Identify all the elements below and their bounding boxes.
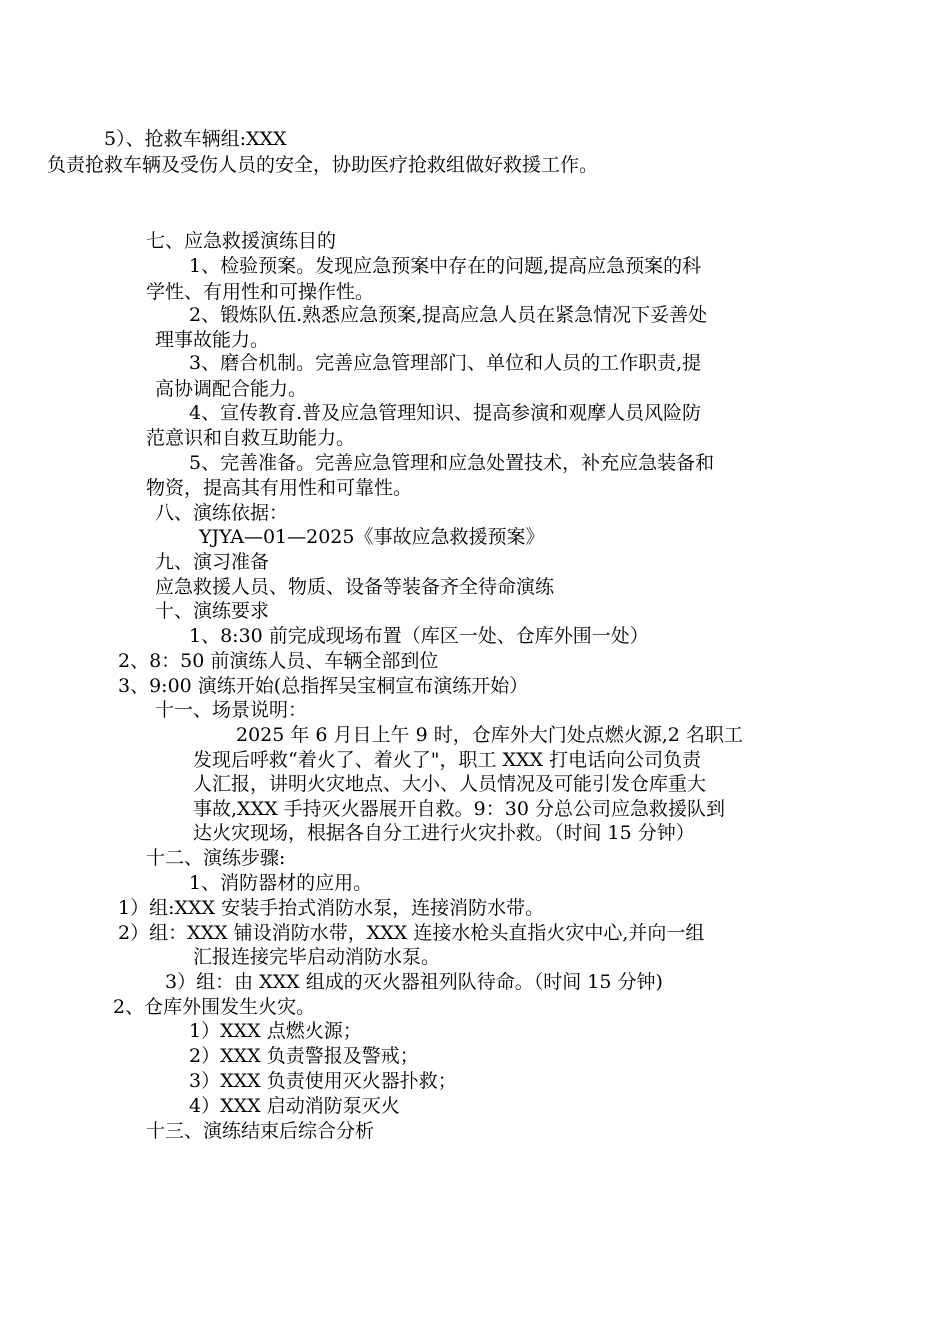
paragraph-line: 发现后呼救“着火了、着火了"，职工 XXX 打电话向公司负责 [193,749,702,771]
paragraph-line: 2、8：50 前演练人员、车辆全部到位 [118,650,439,672]
paragraph-line: 事故,XXX 手持灭火器展开自救。9：30 分总公司应急救援队到 [193,798,725,820]
paragraph-line: 1、消防器材的应用。 [189,872,373,894]
paragraph-line: 4）XXX 启动消防泵灭火 [189,1095,400,1117]
paragraph-line: 3、9:00 演练开始(总指挥吴宝桐宣布演练开始） [118,675,529,697]
paragraph-line: 人汇报，讲明火灾地点、大小、人员情况及可能引发仓库重大 [193,773,707,795]
section-heading: 九、演习准备 [155,551,270,573]
section-heading: 七、应急救援演练目的 [146,230,337,252]
paragraph-line: 1）XXX 点燃火源； [189,1020,362,1042]
paragraph-line: 应急救援人员、物质、设备等装备齐全待命演练 [155,576,555,598]
section-heading: 十一、场景说明： [155,699,308,721]
paragraph-line: 高协调配合能力。 [155,378,308,400]
paragraph-line: 2）XXX 负责警报及警戒； [189,1045,419,1067]
paragraph-line: 3）XXX 负责使用灭火器扑救； [189,1070,457,1092]
paragraph-line: 2、锻炼队伍.熟悉应急预案,提高应急人员在紧急情况下妥善处 [189,304,708,326]
section-heading: 八、演练依据： [155,502,289,524]
paragraph-line: 范意识和自救互助能力。 [146,427,356,449]
section-heading: 5）、抢救车辆组:XXX [104,128,287,150]
paragraph-line: 学性、有用性和可操作性。 [146,281,375,303]
paragraph-line: 3、磨合机制。完善应急管理部门、单位和人员的工作职责,提 [189,352,702,374]
paragraph-line: 1、检验预案。发现应急预案中存在的问题,提高应急预案的科 [189,255,702,277]
section-heading: 十三、演练结束后综合分析 [146,1120,375,1142]
paragraph-line: 理事故能力。 [155,329,270,351]
paragraph-line: 1、8:30 前完成现场布置（库区一处、仓库外围一处） [189,625,649,647]
paragraph-line: 1）组:XXX 安装手抬式消防水泵，连接消防水带。 [118,897,545,919]
paragraph-line: 2、仓库外围发生火灾。 [113,996,316,1018]
paragraph-line: YJYA—01—2025《事故应急救援预案》 [199,526,545,548]
paragraph-line: 汇报连接完毕启动消防水泵。 [193,946,441,968]
section-heading: 十、演练要求 [155,600,270,622]
paragraph-line: 2）组：XXX 铺设消防水带，XXX 连接水枪头直指火灾中心,并向一组 [118,922,705,944]
paragraph-line: 物资，提高其有用性和可靠性。 [146,477,413,499]
paragraph-line: 3）组：由 XXX 组成的灭火器祖列队待命。（时间 15 分钟) [165,971,663,993]
paragraph-line: 2025 年 6 月日上午 9 时，仓库外大门处点燃火源,2 名职工 [236,724,743,746]
paragraph-line: 负责抢救车辆及受伤人员的安全，协助医疗抢救组做好救援工作。 [47,154,599,176]
section-heading: 十二、演练步骤: [146,847,286,869]
paragraph-line: 5、完善准备。完善应急管理和应急处置技术，补充应急装备和 [189,452,715,474]
paragraph-line: 4、宣传教育.普及应急管理知识、提高参演和观摩人员风险防 [189,402,702,424]
paragraph-line: 达火灾现场，根据各自分工进行火灾扑救。（时间 15 分钟） [193,822,695,844]
